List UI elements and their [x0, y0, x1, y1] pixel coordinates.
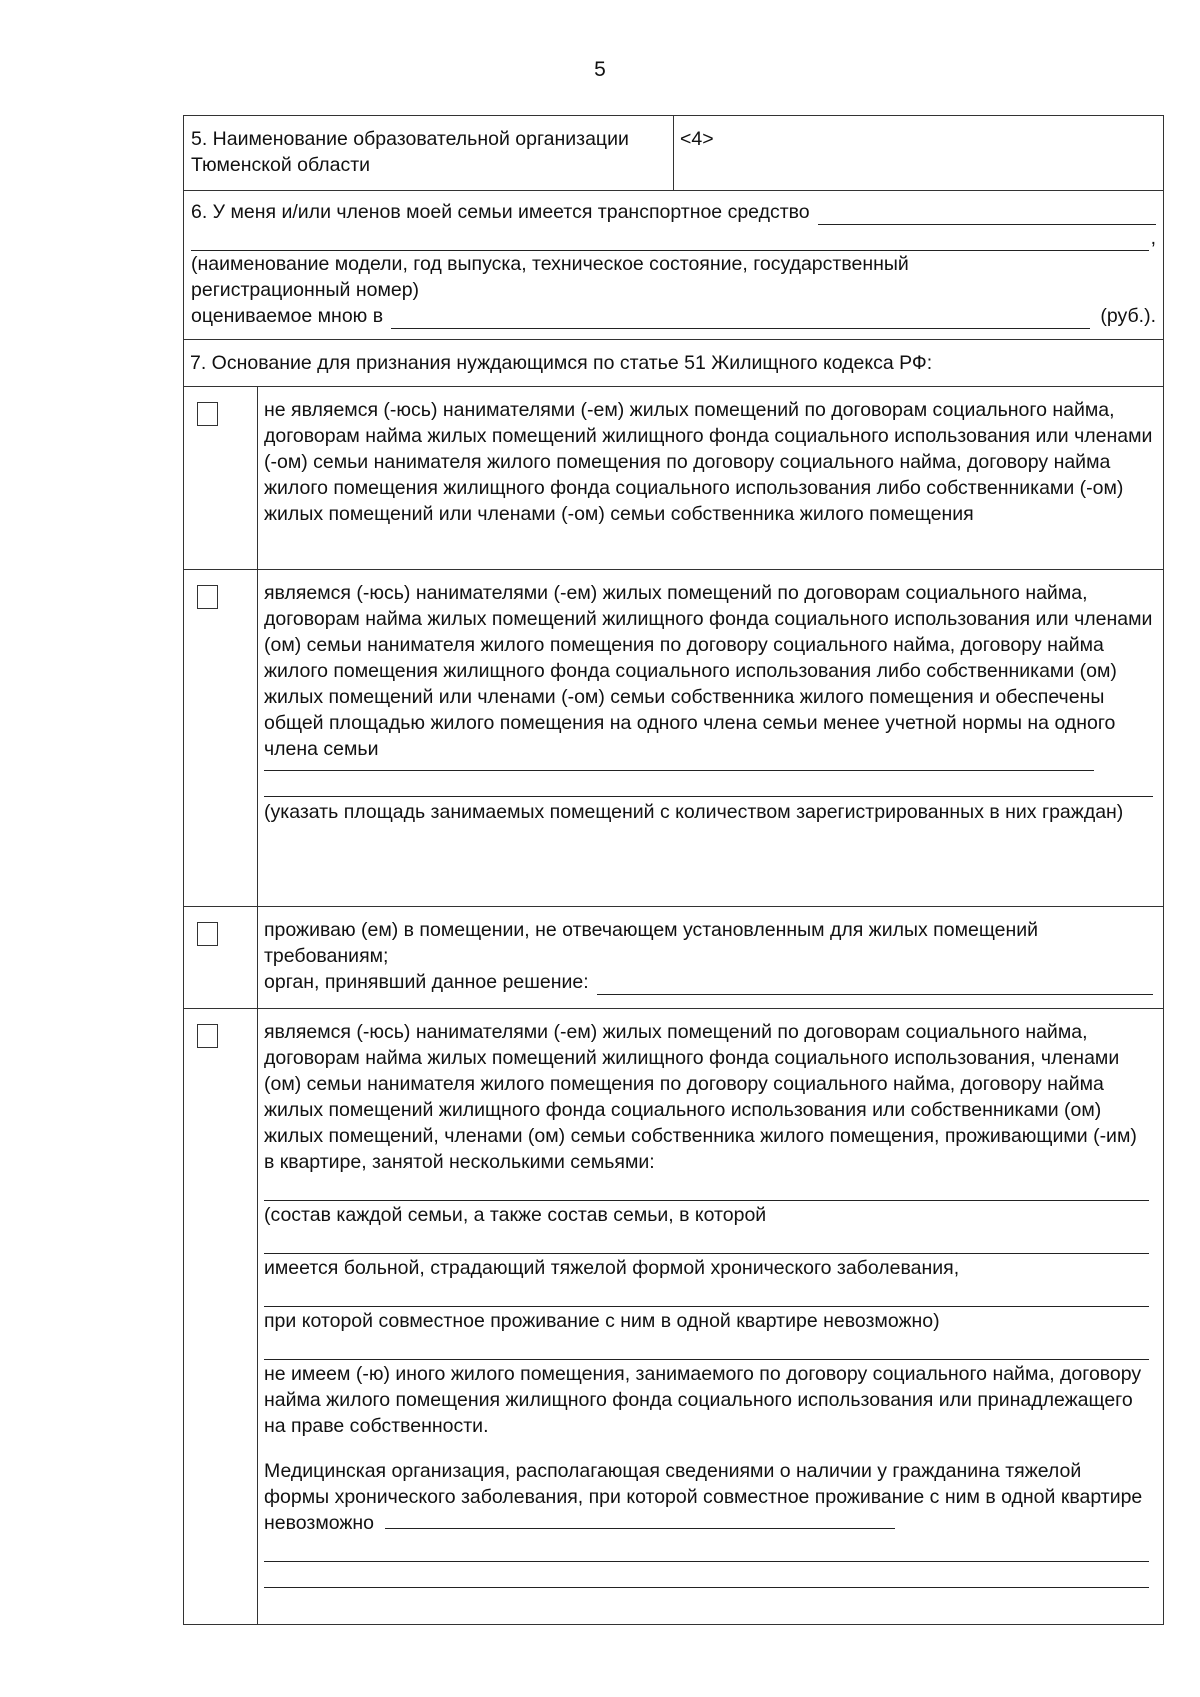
section-7-heading: 7. Основание для признания нуждающимся по статье 51 Жилищного кодекса РФ:: [184, 339, 1163, 386]
option-4-text: являемся (-юсь) нанимателями (-ем) жилых помещений по договорам социального найма, договорам найма жилых помещений жилищного фонда социального использования, членами (ом) семьи нанимателя жилого помещения по договору социального найма, договору найма жилых помещений жилищного фонда социального использования или собственниками (ом) жилых помещений, членами (ом) семьи собственника жилого помещения, проживающими (-им) в квартире, занятой несколькими семьями:: [264, 1021, 1137, 1173]
option-3-row: [184, 906, 1163, 1008]
option-2-row: [184, 569, 1163, 906]
family-input-line-2[interactable]: [264, 1253, 1149, 1254]
option-3-text: проживаю (ем) в помещении, не отвечающем установленным для жилых помещений требованиям;: [264, 919, 1039, 967]
valued-prefix: оцениваемое мною в: [191, 305, 384, 327]
option-4-note: не имеем (-ю) иного жилого помещения, занимаемого по договору социального найма, договору найма жилого помещения жилищного фонда социального использования или принадлежащего на праве собственности.: [264, 1363, 1142, 1437]
option-4-hint-1: (состав каждой семьи, а также состав семьи, в которой: [264, 1204, 767, 1226]
option-1-checkbox-cell: [184, 387, 258, 569]
option-4-hint-3: при которой совместное проживание с ним в одной квартире невозможно): [264, 1310, 940, 1332]
medical-org-input-line[interactable]: [385, 1510, 895, 1529]
section-5-label: 5. Наименование образовательной организации Тюменской области: [184, 116, 674, 190]
section-6-hint: (наименование модели, год выпуска, техническое состояние, государственный регистрационный номер): [191, 253, 909, 301]
application-form-table: [183, 115, 1164, 1625]
option-1-text: не являемся (-юсь) нанимателями (-ем) жилых помещений по договорам социального найма, договорам найма жилых помещений жилищного фонда социального использования или членами (-ом) семьи нанимателя жилого помещения по договору социального найма, договору найма жилого помещения жилищного фонда социального использования либо собственниками (-ом) жилых помещений или членами (-ом) семьи собственника жилого помещения: [264, 399, 1153, 525]
option-2-checkbox-cell: [184, 570, 258, 906]
option-4-hint-2: имеется больной, страдающий тяжелой формой хронического заболевания,: [264, 1257, 960, 1279]
option-3-organ-label: орган, принявший данное решение:: [264, 971, 589, 993]
section-5-row: [184, 116, 1163, 190]
vehicle-input-line[interactable]: [818, 204, 1156, 225]
option-4-content: [258, 1009, 1163, 1624]
section-5-value-field[interactable]: <4>: [680, 128, 714, 150]
option-4-row: [184, 1008, 1163, 1624]
option-4-checkbox-cell: [184, 1009, 258, 1624]
option-2-hint: (указать площадь занимаемых помещений с количеством зарегистрированных в них граждан): [264, 801, 1124, 823]
option-2-text: являемся (-юсь) нанимателями (-ем) жилых помещений по договорам социального найма, договорам найма жилых помещений жилищного фонда социального использования или членами (ом) семьи нанимателя жилого помещения по договору социального найма, договору найма жилого помещения жилищного фонда социального использования либо собственниками (ом) жилых помещений или членами (-ом) семьи собственника жилого помещения и обеспечены общей площадью жилого помещения на одного члена семьи менее учетной нормы на одного члена семьи: [264, 582, 1153, 760]
area-input-line-1[interactable]: [264, 770, 1094, 771]
medical-org-input-line-2[interactable]: [264, 1561, 1149, 1562]
family-input-line-1[interactable]: [264, 1200, 1149, 1201]
section-6-vehicle-label: 6. У меня и/или членов моей семьи имеется транспортное средство: [191, 201, 810, 223]
organ-input-line[interactable]: [597, 974, 1153, 995]
option-3-checkbox-cell: [184, 907, 258, 1008]
valuation-input-line[interactable]: [391, 308, 1090, 329]
area-input-line-2[interactable]: [264, 796, 1153, 797]
valued-suffix: (руб.).: [1100, 305, 1156, 327]
medical-org-input-line-3[interactable]: [264, 1587, 1149, 1588]
option-2-content: [258, 570, 1163, 906]
option-4-checkbox[interactable]: [197, 1024, 218, 1048]
family-input-line-4[interactable]: [264, 1359, 1149, 1360]
option-2-checkbox[interactable]: [197, 585, 218, 609]
family-input-line-3[interactable]: [264, 1306, 1149, 1307]
option-1-row: [184, 386, 1163, 569]
option-3-checkbox[interactable]: [197, 922, 218, 946]
option-4-medical-block: [264, 1458, 1149, 1536]
comma: ,: [1150, 227, 1156, 249]
option-3-content: [258, 907, 1163, 1008]
vehicle-input-line-2[interactable]: [191, 230, 1149, 251]
option-4-medical-text: Медицинская организация, располагающая сведениями о наличии у гражданина тяжелой формы хронического заболевания, при которой совместное проживание с ним в одной квартире невозможно: [264, 1460, 1143, 1534]
page-number: 5: [594, 58, 606, 81]
option-1-checkbox[interactable]: [197, 402, 218, 426]
section-6-row: [184, 190, 1163, 339]
